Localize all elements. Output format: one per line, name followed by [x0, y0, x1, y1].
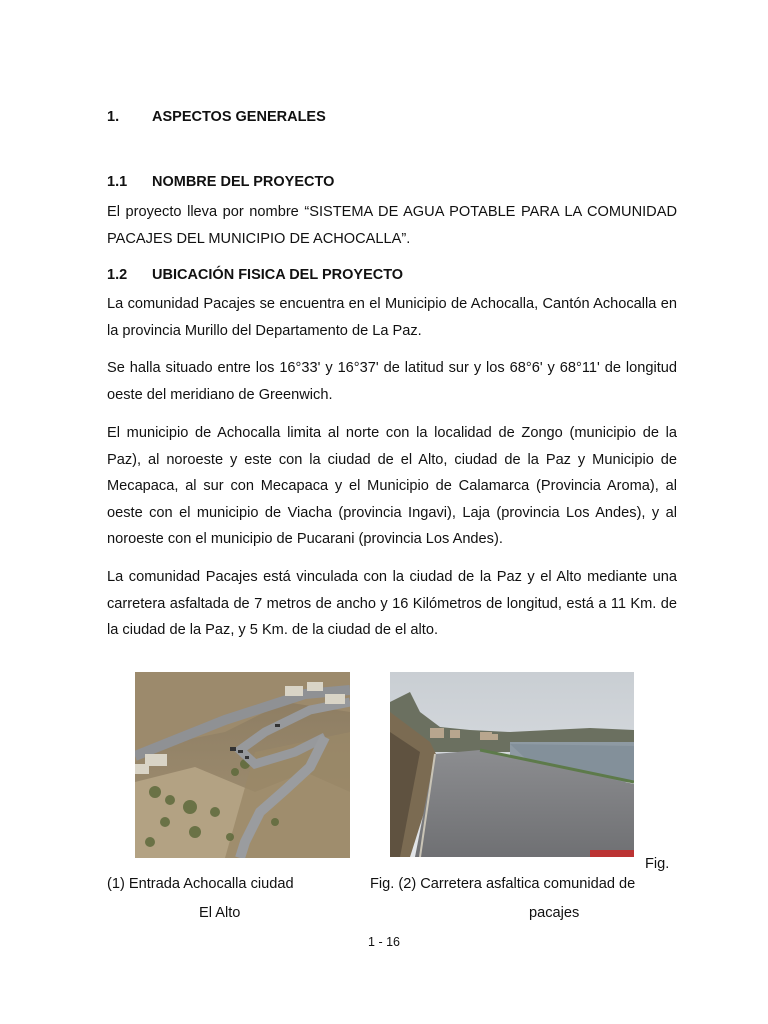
coordinates-paragraph: Se halla situado entre los 16°33' y 16°37' de latitud sur y los 68°6' y 68°11' de longitud oeste del meridiano de Greenwich. — [107, 360, 677, 403]
figure-2-caption-line1: Fig. (2) Carretera asfaltica comunidad de — [370, 876, 636, 892]
photo-asphalt-road — [390, 672, 634, 857]
photo-achocalla-entrance — [135, 672, 350, 858]
section-1-heading — [107, 109, 326, 125]
section-1-2-title: UBICACIÓN FISICA DEL PROYECTO — [152, 267, 404, 283]
figure-1-caption-line1: (1) Entrada Achocalla ciudad — [107, 876, 294, 892]
figure-2-caption-line2: pacajes — [529, 905, 580, 921]
location-paragraph: La comunidad Pacajes se encuentra en el Municipio de Achocalla, Cantón Achocalla en la provincia Murillo del Departamento de La Paz. — [107, 296, 677, 339]
project-name-paragraph: El proyecto lleva por nombre “SISTEMA DE AGUA POTABLE PARA LA COMUNIDAD PACAJES DEL MUNICIPIO DE ACHOCALLA”. — [107, 204, 677, 247]
section-1-1-heading — [107, 174, 334, 190]
section-1-title: ASPECTOS GENERALES — [152, 109, 326, 125]
page-number: 1 - 16 — [368, 935, 400, 949]
section-1-1-number: 1.1 — [107, 174, 128, 190]
section-1-2-heading — [107, 267, 403, 283]
figure-1-caption-line2: El Alto — [199, 905, 241, 921]
boundaries-paragraph: El municipio de Achocalla limita al norte con la localidad de Zongo (municipio de la Paz), al noroeste y este con la ciudad de el Alto, ciudad de la Paz y Municipio de Mecapaca, al sur con Mecapaca y el Municipio de Calamarca (Provincia Aroma), al oeste con el municipio de Viacha (provincia Ingavi), Laja (provincia Los Andes), y al noroeste con el municipio de Pucarani (provincia Los Andes). — [107, 425, 677, 547]
access-paragraph: La comunidad Pacajes está vinculada con la ciudad de la Paz y el Alto mediante una carretera asfaltada de 7 metros de ancho y 16 Kilómetros de longitud, está a 11 Km. de la ciudad de la Paz, y 5 Km. de la ciudad de el alto. — [107, 569, 677, 638]
section-1-2-number: 1.2 — [107, 267, 128, 283]
section-1-1-title: NOMBRE DEL PROYECTO — [152, 174, 335, 190]
section-1-number: 1. — [107, 109, 120, 125]
figure-label-fig: Fig. — [645, 856, 670, 872]
